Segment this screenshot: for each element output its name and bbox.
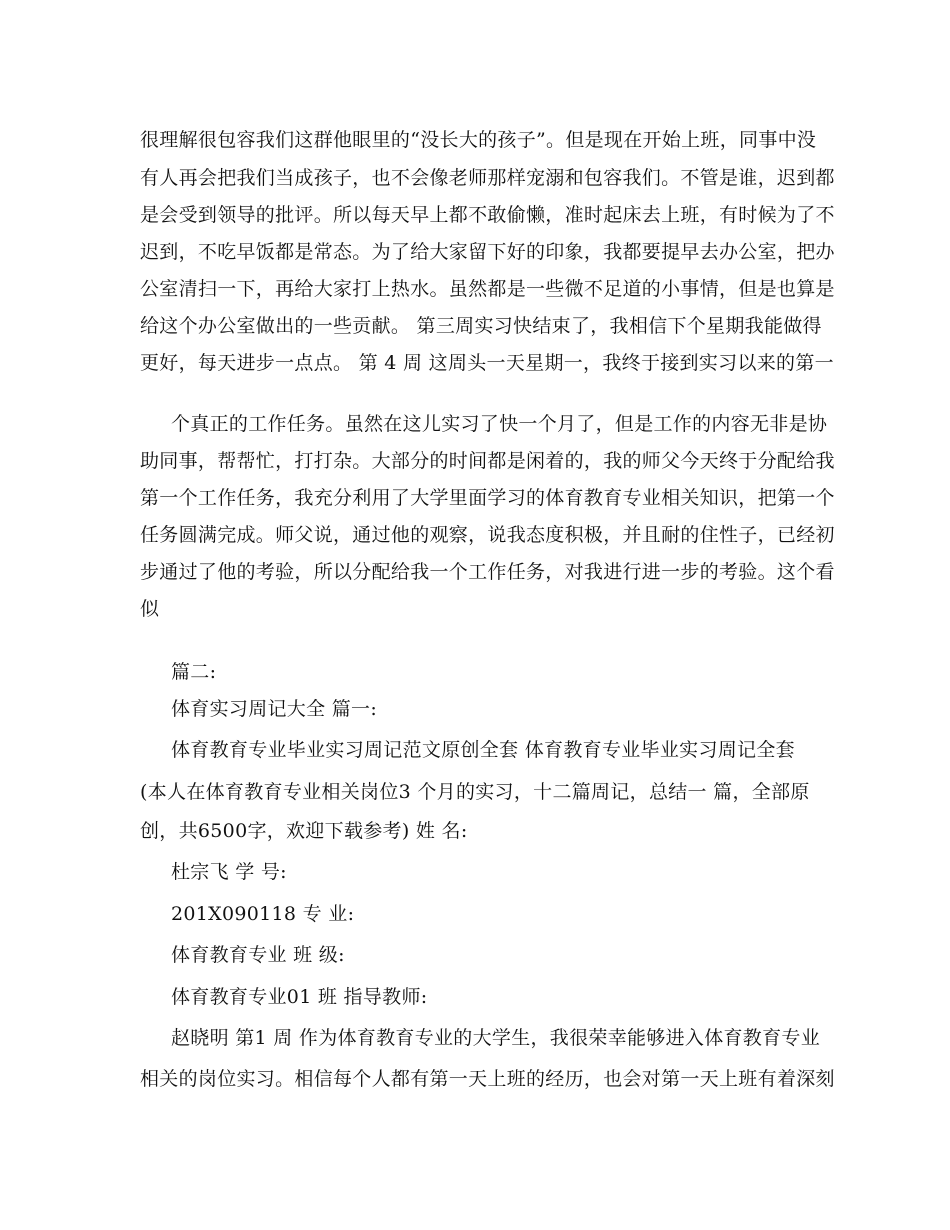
text-line: (本人在体育教育专业相关岗位3 个月的实习，十二篇周记，总结一 篇，全部原 (140, 781, 810, 803)
section-heading: 篇二: (171, 661, 217, 683)
text-line: 第一个工作任务，我充分利用了大学里面学习的体育教育专业相关知识，把第一个 (140, 487, 835, 509)
text-line: 是会受到领导的批评。所以每天早上都不敢偷懒，准时起床去上班，有时候为了不 (140, 204, 835, 226)
text-line: 201X090118 专 业: (171, 903, 355, 925)
text-line: 体育教育专业毕业实习周记范文原创全套 体育教育专业毕业实习周记全套 (171, 739, 795, 761)
text-line: 似 (140, 598, 160, 620)
text-line: 体育教育专业 班 级: (171, 944, 345, 966)
text-line: 有人再会把我们当成孩子，也不会像老师那样宠溺和包容我们。不管是谁，迟到都 (140, 167, 835, 189)
text-line: 很理解很包容我们这群他眼里的“没长大的孩子”。但是现在开始上班，同事中没 (140, 129, 817, 151)
text-line: 更好，每天进步一点点。 第 4 周 这周头一天星期一，我终于接到实习以来的第一 (140, 352, 834, 374)
text-line: 给这个办公室做出的一些贡献。 第三周实习快结束了，我相信下个星期我能做得 (140, 315, 822, 337)
text-line: 个真正的工作任务。虽然在这儿实习了快一个月了，但是工作的内容无非是协 (171, 413, 828, 435)
text-line: 杜宗飞 学 号: (171, 861, 287, 883)
text-line: 步通过了他的考验，所以分配给我一个工作任务，对我进行进一步的考验。这个看 (140, 561, 835, 583)
text-line: 赵晓明 第1 周 作为体育教育专业的大学生，我很荣幸能够进入体育教育专业 (171, 1027, 821, 1049)
text-line: 迟到，不吃早饭都是常态。为了给大家留下好的印象，我都要提早去办公室，把办 (140, 241, 835, 263)
text-line: 体育实习周记大全 篇一: (171, 698, 378, 720)
text-line: 体育教育专业01 班 指导教师: (171, 986, 428, 1008)
text-line: 相关的岗位实习。相信每个人都有第一天上班的经历，也会对第一天上班有着深刻 (140, 1068, 835, 1090)
text-line: 公室清扫一下，再给大家打上热水。虽然都是一些微不足道的小事情，但是也算是 (140, 278, 835, 300)
text-line: 任务圆满完成。师父说，通过他的观察，说我态度积极，并且耐的住性子，已经初 (140, 524, 835, 546)
text-line: 创，共6500字，欢迎下载参考) 姓 名: (140, 820, 468, 842)
text-line: 助同事，帮帮忙，打打杂。大部分的时间都是闲着的，我的师父今天终于分配给我 (140, 450, 835, 472)
